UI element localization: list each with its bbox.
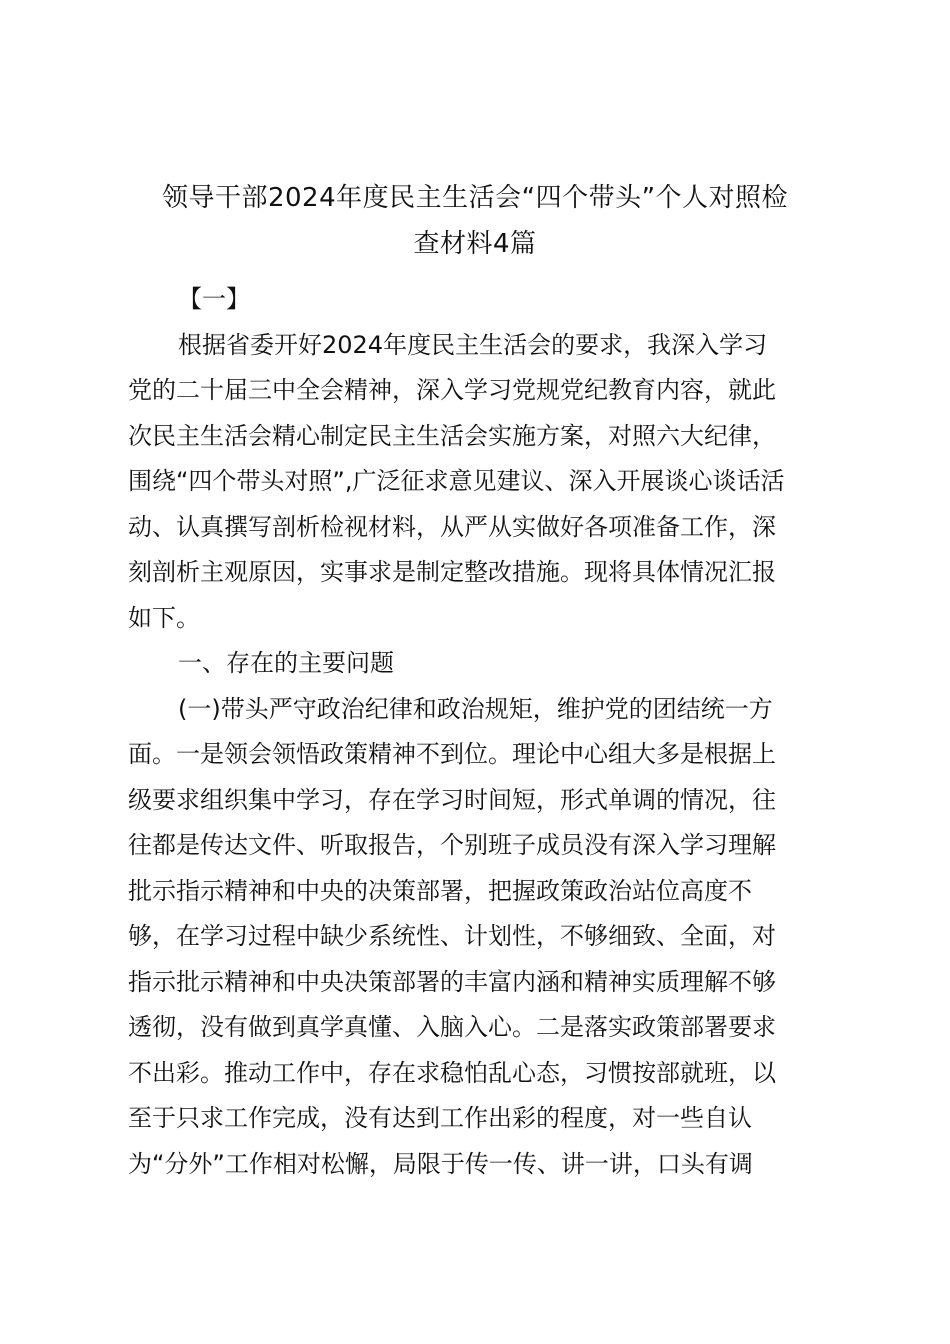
paragraph-line: 指示批示精神和中央决策部署的丰富内涵和精神实质理解不够 — [128, 967, 776, 996]
paragraph-line: 如下。 — [128, 603, 200, 632]
paragraph-line: 党的二十届三中全会精神，深入学习党规党纪教育内容，就此 — [128, 376, 776, 404]
paragraph-line: (一)带头严守政治纪律和政治规矩，维护党的团结统一方 — [178, 694, 773, 723]
paragraph-line: 围绕“四个带头对照”,广泛征求意见建议、深入开展谈心谈话活 — [128, 467, 785, 495]
title-line: 领导干部2024年度民主生活会“四个带头”个人对照检 — [161, 183, 789, 213]
title-line: 查材料4篇 — [413, 228, 537, 259]
paragraph-line: 够，在学习过程中缺少系统性、计划性，不够细致、全面，对 — [128, 922, 776, 950]
paragraph-line: 为“分外”工作相对松懈，局限于传一传、讲一讲，口头有调 — [128, 1149, 753, 1178]
section-marker: 【一】 — [178, 285, 250, 313]
paragraph-line: 往都是传达文件、听取报告，个别班子成员没有深入学习理解 — [128, 831, 776, 859]
paragraph-line: 动、认真撰写剖析检视材料，从严从实做好各项准备工作，深 — [128, 512, 776, 541]
paragraph-line: 根据省委开好2024年度民主生活会的要求，我深入学习 — [178, 330, 768, 359]
paragraph-line: 刻剖析主观原因，实事求是制定整改措施。现将具体情况汇报 — [128, 558, 776, 586]
paragraph-line: 次民主生活会精心制定民主生活会实施方案，对照六大纪律， — [128, 421, 776, 450]
paragraph-line: 级要求组织集中学习，存在学习时间短，形式单调的情况，往 — [128, 785, 776, 814]
paragraph-line: 至于只求工作完成，没有达到工作出彩的程度，对一些自认 — [128, 1104, 752, 1132]
paragraph-line: 面。一是领会领悟政策精神不到位。理论中心组大多是根据上 — [128, 740, 776, 768]
document-title — [110, 174, 840, 265]
document-body — [128, 277, 828, 1187]
paragraph-line: 批示指示精神和中央的决策部署，把握政策政治站位高度不 — [128, 876, 752, 905]
section-heading: 一、存在的主要问题 — [178, 649, 394, 677]
paragraph-line: 不出彩。推动工作中，存在求稳怕乱心态，习惯按部就班，以 — [128, 1058, 776, 1087]
paragraph-line: 透彻，没有做到真学真懂、入脑入心。二是落实政策部署要求 — [128, 1013, 776, 1041]
